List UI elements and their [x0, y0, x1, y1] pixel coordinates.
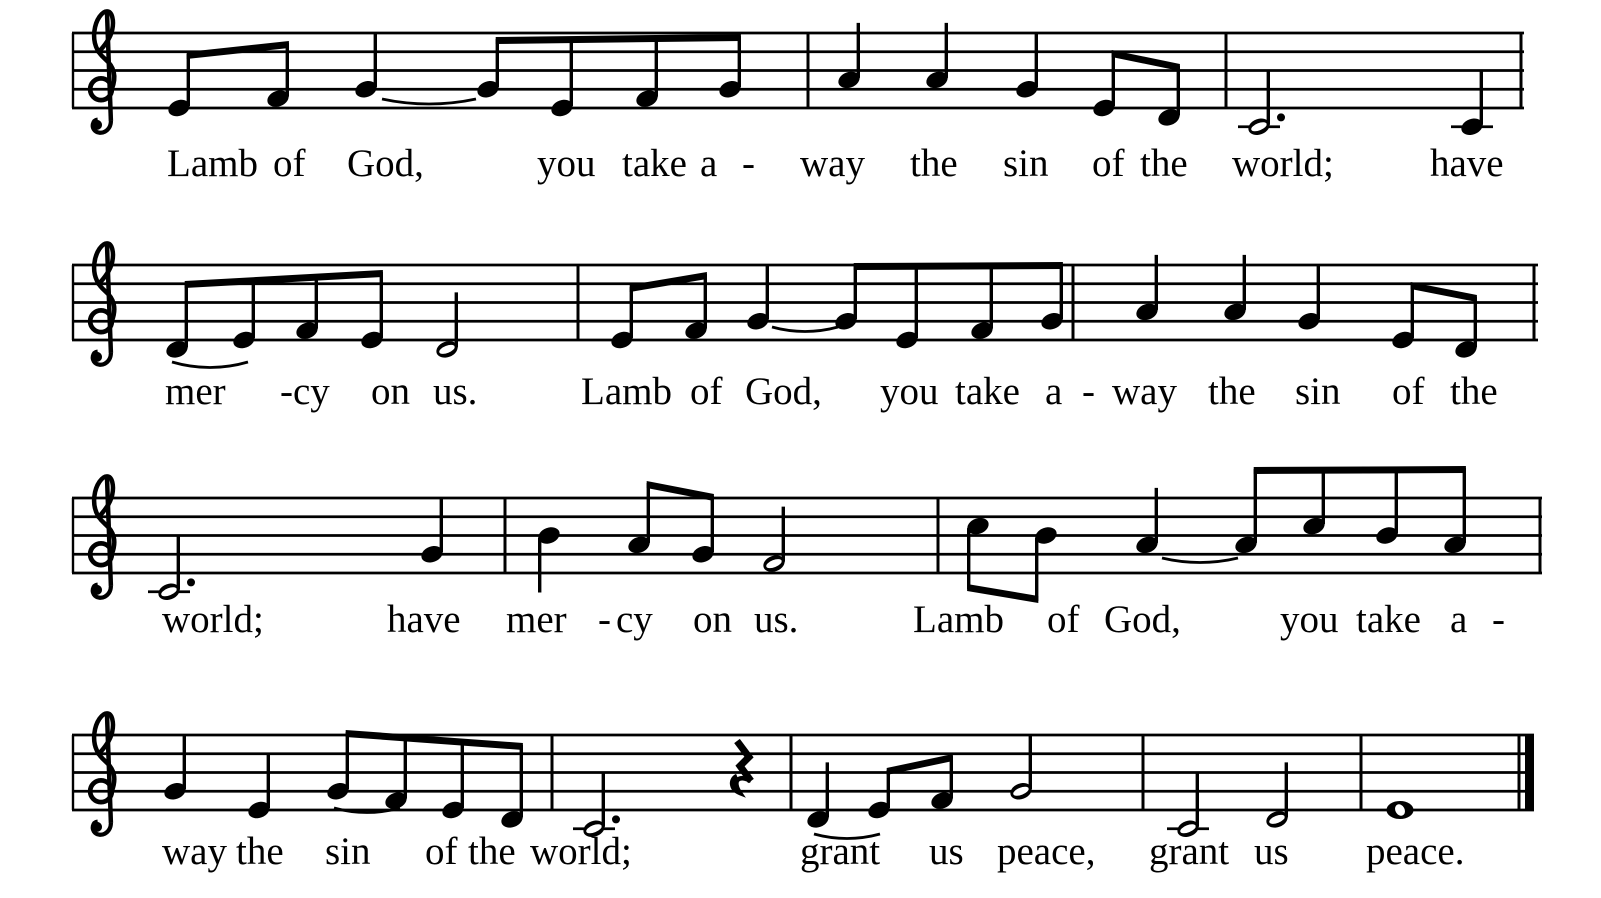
lyric-word: world; [162, 598, 264, 641]
lyric-word: cy [616, 598, 653, 641]
lyric-word: you [880, 370, 939, 413]
lyric-word: the [468, 830, 516, 873]
clef-hook-blob [92, 585, 102, 595]
lyric-word: way [162, 830, 227, 873]
lyric-word: of [273, 142, 306, 185]
lyric-word: on [371, 370, 410, 413]
staff-system-1 [72, 23, 1524, 185]
lyric-word: take [1356, 598, 1421, 641]
lyric-word: peace. [1366, 830, 1465, 873]
staff-system-4 [72, 730, 1534, 873]
clef-stem [107, 476, 111, 586]
lyric-word: have [387, 598, 461, 641]
beam [496, 34, 741, 44]
lyric-word: God, [347, 142, 424, 185]
lyric-word: sin [325, 830, 371, 873]
lyric-word: sin [1003, 142, 1049, 185]
tie-slur [382, 99, 476, 104]
lyric-word: take [955, 370, 1020, 413]
lyric-word: way [800, 142, 865, 185]
lyric-word: a [1450, 598, 1468, 641]
augmentation-dot [1277, 113, 1285, 121]
beam [854, 262, 1063, 270]
lyric-word: us. [433, 370, 478, 413]
rest-zigzag [737, 741, 751, 781]
lyric-word: of [1047, 598, 1080, 641]
lyric-word: - [1082, 370, 1095, 413]
lyric-word: - [1492, 598, 1505, 641]
clef-stem [107, 243, 111, 353]
lyric-word: a [1045, 370, 1063, 413]
lyric-word: sin [1295, 370, 1341, 413]
lyric-word: peace, [997, 830, 1096, 873]
lyric-word: way [1112, 370, 1177, 413]
augmentation-dot [187, 578, 195, 586]
lyric-word: - [280, 370, 293, 413]
clef-stem [107, 713, 111, 823]
clef-hook-blob [92, 352, 102, 362]
lyric-word: us. [754, 598, 799, 641]
lyric-word: you [537, 142, 596, 185]
augmentation-dot [612, 815, 620, 823]
treble-clef-icon [90, 11, 114, 132]
lyric-word: God, [745, 370, 822, 413]
lyric-word: of [690, 370, 723, 413]
lyric-word: on [693, 598, 732, 641]
lyric-word: the [910, 142, 958, 185]
beam [1112, 50, 1180, 71]
lyric-word: world; [1232, 142, 1334, 185]
clef-hook-blob [92, 822, 102, 832]
lyric-word: us [929, 830, 964, 873]
lyric-word: a [700, 142, 718, 185]
lyric-word: mer [165, 370, 226, 413]
lyric-word: of [1392, 370, 1425, 413]
tie-slur [172, 362, 248, 368]
treble-clef-icon [90, 243, 114, 364]
treble-clef-icon [90, 713, 114, 834]
final-thick-barline [1525, 734, 1534, 811]
beam [346, 730, 523, 750]
lyric-word: mer [506, 598, 567, 641]
lyric-word: cy [293, 370, 330, 413]
quarter-rest [732, 741, 751, 793]
tie-slur [772, 327, 838, 332]
beam [185, 270, 383, 288]
lyric-word: the [1450, 370, 1498, 413]
staff-system-3 [72, 466, 1542, 641]
lyric-word: of [425, 830, 458, 873]
lyric-word: world; [530, 830, 632, 873]
lyric-word: of [1092, 142, 1125, 185]
lyric-word: you [1280, 598, 1339, 641]
lyric-word: have [1430, 142, 1504, 185]
lyric-word: Lamb [167, 142, 258, 185]
lyric-word: God, [1104, 598, 1181, 641]
lyric-word: - [598, 598, 611, 641]
treble-clef-icon [90, 476, 114, 597]
lyric-word: take [622, 142, 687, 185]
lyric-word: the [1208, 370, 1256, 413]
lyric-word: Lamb [581, 370, 672, 413]
clef-hook-blob [92, 120, 102, 130]
clef-stem [107, 11, 111, 121]
beam [187, 41, 289, 59]
lyric-word: Lamb [913, 598, 1004, 641]
tie-slur [1162, 558, 1238, 563]
beam [1254, 466, 1466, 474]
lyric-word: - [742, 142, 755, 185]
staff-system-2 [72, 255, 1538, 413]
lyric-word: the [236, 830, 284, 873]
beam [630, 272, 707, 292]
lyric-word: the [1140, 142, 1188, 185]
lyric-word: grant [1149, 830, 1230, 873]
lyric-word: grant [800, 830, 881, 873]
lyric-word: us [1254, 830, 1289, 873]
